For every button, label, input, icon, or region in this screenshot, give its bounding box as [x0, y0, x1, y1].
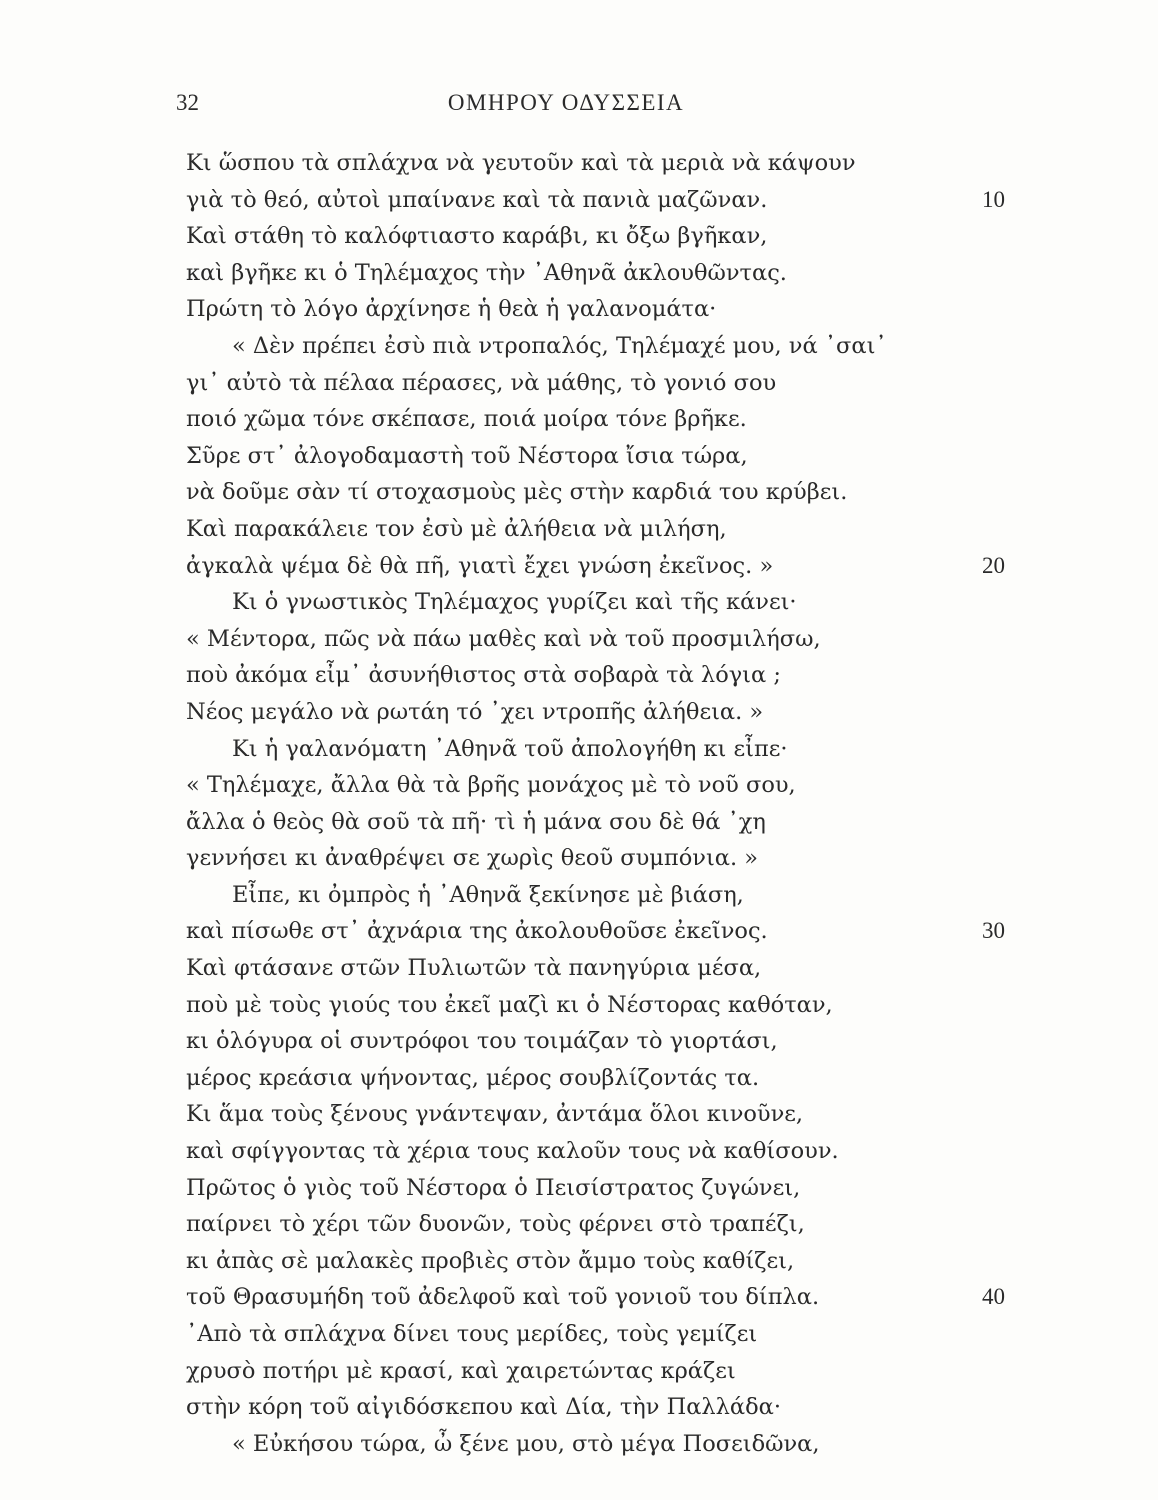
line-number: 10: [982, 186, 1005, 212]
verse-text: Κι ἡ γαλανόματη ᾿Αθηνᾶ τοῦ ἀπολογήθη κι εἶπε·: [232, 735, 788, 762]
verse-text: ποὺ ἀκόμα εἶμ᾽ ἀσυνήθιστος στὰ σοβαρὰ τὰ λόγια ;: [186, 662, 781, 689]
verse-text: « Τηλέμαχε, ἄλλα θὰ τὰ βρῆς μονάχος μὲ τὸ νοῦ σου,: [186, 772, 796, 799]
verse-line: [186, 511, 1036, 548]
verse-text: « Δὲν πρέπει ἐσὺ πιὰ ντροπαλός, Τηλέμαχέ μου, νά ᾽σαι᾽: [232, 332, 887, 359]
verse-line: [186, 584, 1036, 621]
verse-text: στὴν κόρη τοῦ αἰγιδόσκεπου καὶ Δία, τὴν Παλλάδα·: [186, 1394, 782, 1421]
verse-line: [186, 804, 1036, 841]
verse-text: τοῦ Θρασυμήδη τοῦ ἀδελφοῦ καὶ τοῦ γονιοῦ του δίπλα.: [186, 1284, 820, 1311]
verse-text: Κι ὁ γνωστικὸς Τηλέμαχος γυρίζει καὶ τῆς κάνει·: [232, 589, 797, 616]
page-number: 32: [176, 90, 199, 115]
verse-line: [186, 218, 1036, 255]
verse-line: [186, 1170, 1036, 1207]
verse-line: [186, 1060, 1036, 1097]
verse-line: [186, 1316, 1036, 1353]
verse-text: καὶ βγῆκε κι ὁ Τηλέμαχος τὴν ᾿Αθηνᾶ ἀκλουθῶντας.: [186, 259, 787, 286]
line-number: 40: [982, 1284, 1005, 1310]
verse-line: [186, 1426, 1036, 1463]
verse-line: [186, 365, 1036, 402]
verse-text: Πρώτη τὸ λόγο ἀρχίνησε ἡ θεὰ ἡ γαλανομάτα·: [186, 296, 717, 323]
verse-line: [186, 1206, 1036, 1243]
verse-text: ἀγκαλὰ ψέμα δὲ θὰ πῆ, γιατὶ ἔχει γνώση ἐκεῖνος. »: [186, 552, 774, 579]
line-number: 20: [982, 552, 1005, 578]
verse-text: καὶ σφίγγοντας τὰ χέρια τους καλοῦν τους νὰ καθίσουν.: [186, 1138, 839, 1165]
verse-text: χρυσὸ ποτήρι μὲ κρασί, καὶ χαιρετώντας κράζει: [186, 1357, 736, 1384]
verse-line: [186, 438, 1036, 475]
line-number: 30: [982, 918, 1005, 944]
verse-text: Νέος μεγάλο νὰ ρωτάη τό ᾽χει ντροπῆς ἀλήθεια. »: [186, 698, 764, 725]
verse-line: [186, 401, 1036, 438]
verse-line: [186, 1133, 1036, 1170]
verse-line: [186, 731, 1036, 768]
verse-text: Εἶπε, κι ὀμπρὸς ἡ ᾿Αθηνᾶ ξεκίνησε μὲ βιάση,: [232, 881, 744, 908]
verse-line: [186, 255, 1036, 292]
verse-line: [186, 1243, 1036, 1280]
verse-line: [186, 913, 1036, 950]
verse-line: [186, 1023, 1036, 1060]
verse-text: γι᾽ αὐτὸ τὰ πέλαα πέρασες, νὰ μάθης, τὸ γονιό σου: [186, 369, 777, 396]
verse-line: [186, 987, 1036, 1024]
verse-line: [186, 1096, 1036, 1133]
verse-text: γεννήσει κι ἀναθρέψει σε χωρὶς θεοῦ συμπόνια. »: [186, 845, 759, 872]
verse-line: [186, 621, 1036, 658]
verse-text: Καὶ παρακάλειε τον ἐσὺ μὲ ἀλήθεια νὰ μιλήση,: [186, 515, 727, 542]
verse-text: Σῦρε στ᾽ ἀλογοδαμαστὴ τοῦ Νέστορα ἴσια τώρα,: [186, 442, 748, 469]
verse-line: [186, 145, 1036, 182]
verse-text: Πρῶτος ὁ γιὸς τοῦ Νέστορα ὁ Πεισίστρατος ζυγώνει,: [186, 1174, 801, 1201]
verse-text: ἄλλα ὁ θεὸς θὰ σοῦ τὰ πῆ· τὶ ἡ μάνα σου δὲ θά ᾽χη: [186, 808, 766, 835]
verse-line: [186, 877, 1036, 914]
verse-line: [186, 950, 1036, 987]
verse-line: [186, 474, 1036, 511]
verse-text: καὶ πίσωθε στ᾽ ἀχνάρια της ἀκολουθοῦσε ἐκεῖνος.: [186, 918, 768, 945]
verse-line: [186, 291, 1036, 328]
verse-line: [186, 328, 1036, 365]
verse-text: Κι ἅμα τοὺς ξένους γνάντεψαν, ἀντάμα ὅλοι κινοῦνε,: [186, 1101, 804, 1128]
verse-text: Καὶ στάθη τὸ καλόφτιαστο καράβι, κι ὄξω βγῆκαν,: [186, 223, 768, 250]
verse-line: [186, 657, 1036, 694]
verse-line: [186, 1353, 1036, 1390]
verse-line: [186, 767, 1036, 804]
verse-text: « Μέντορα, πῶς νὰ πάω μαθὲς καὶ νὰ τοῦ προσμιλήσω,: [186, 625, 821, 652]
verse-text: γιὰ τὸ θεό, αὐτοὶ μπαίνανε καὶ τὰ πανιὰ μαζῶναν.: [186, 186, 768, 213]
verse-text: ποιό χῶμα τόνε σκέπασε, ποιά μοίρα τόνε βρῆκε.: [186, 406, 747, 433]
verse-block: [186, 145, 1036, 1462]
verse-text: κι ὁλόγυρα οἱ συντρόφοι του τοιμάζαν τὸ γιορτάσι,: [186, 1028, 778, 1055]
verse-line: [186, 1279, 1036, 1316]
verse-line: [186, 182, 1036, 219]
verse-text: ᾿Απὸ τὰ σπλάχνα δίνει τους μερίδες, τοὺς γεμίζει: [186, 1321, 758, 1347]
verse-text: ποὺ μὲ τοὺς γιούς του ἐκεῖ μαζὶ κι ὁ Νέστορας καθόταν,: [186, 991, 833, 1018]
verse-text: Καὶ φτάσανε στῶν Πυλιωτῶν τὰ πανηγύρια μέσα,: [186, 955, 762, 982]
verse-line: [186, 694, 1036, 731]
verse-line: [186, 548, 1036, 585]
verse-line: [186, 1389, 1036, 1426]
verse-text: νὰ δοῦμε σὰν τί στοχασμοὺς μὲς στὴν καρδιά του κρύβει.: [186, 479, 848, 506]
running-title: ΟΜΗΡΟΥ ΟΔΥΣΣΕΙΑ: [447, 90, 685, 115]
verse-text: κι ἀπὰς σὲ μαλακὲς προβιὲς στὸν ἄμμο τοὺς καθίζει,: [186, 1247, 795, 1274]
verse-text: Κι ὥσπου τὰ σπλάχνα νὰ γευτοῦν καὶ τὰ μεριὰ νὰ κάψουν: [186, 150, 856, 176]
page-header: [176, 90, 956, 130]
verse-text: παίρνει τὸ χέρι τῶν δυονῶν, τοὺς φέρνει στὸ τραπέζι,: [186, 1211, 805, 1238]
verse-line: [186, 840, 1036, 877]
verse-text: μέρος κρεάσια ψήνοντας, μέρος σουβλίζοντάς τα.: [186, 1064, 760, 1091]
verse-text: « Εὐκήσου τώρα, ὦ ξένε μου, στὸ μέγα Ποσειδῶνα,: [232, 1430, 820, 1457]
